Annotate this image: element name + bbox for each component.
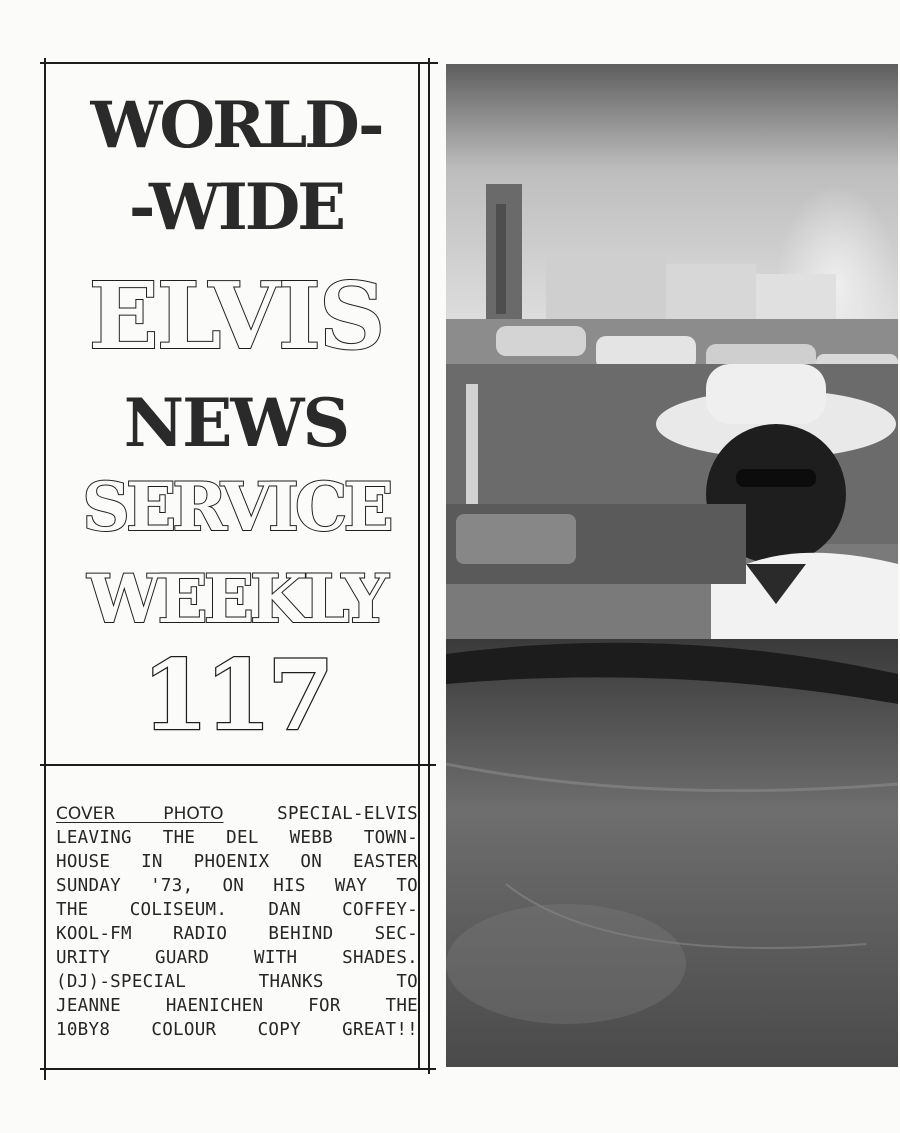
frame-divider-rule — [40, 764, 436, 766]
caption-line: URITY GUARD WITH SHADES. — [56, 948, 418, 968]
cover-photograph — [446, 64, 898, 1067]
masthead-line-weekly: WEEKLY — [87, 560, 385, 638]
caption-line-1 — [56, 802, 418, 826]
frame-top-rule — [40, 62, 438, 64]
caption-line: (DJ)-SPECIAL THANKS TO — [56, 972, 418, 992]
issue-number: 117 — [141, 639, 331, 752]
caption-line: 10BY8 COLOUR COPY GREAT!! — [56, 1020, 418, 1040]
caption-line: KOOL-FM RADIO BEHIND SEC- — [56, 924, 418, 944]
frame-bottom-rule — [40, 1068, 436, 1070]
caption-line: SUNDAY '73, ON HIS WAY TO — [56, 876, 418, 896]
caption-line: HOUSE IN PHOENIX ON EASTER — [56, 852, 418, 872]
masthead-line-world: WORLD- — [90, 88, 382, 163]
caption-line-1-rest: SPECIAL-ELVIS — [277, 804, 418, 824]
masthead-line-service: SERVICE — [82, 468, 390, 546]
masthead-line-elvis: ELVIS — [88, 262, 384, 370]
caption-line: LEAVING THE DEL WEBB TOWN- — [56, 828, 418, 848]
photo-icon — [446, 64, 898, 1067]
masthead-line-wide: -WIDE — [128, 170, 344, 245]
frame-left-rule — [44, 58, 46, 1080]
caption-line: THE COLISEUM. DAN COFFEY- — [56, 900, 418, 920]
cover-photo-label: COVER PHOTO — [56, 804, 224, 824]
caption-line: JEANNE HAENICHEN FOR THE — [56, 996, 418, 1016]
cover-photo-caption — [56, 802, 418, 1042]
masthead-line-news: NEWS — [123, 384, 349, 462]
frame-outer-right-rule — [428, 58, 430, 1074]
masthead — [48, 68, 424, 760]
